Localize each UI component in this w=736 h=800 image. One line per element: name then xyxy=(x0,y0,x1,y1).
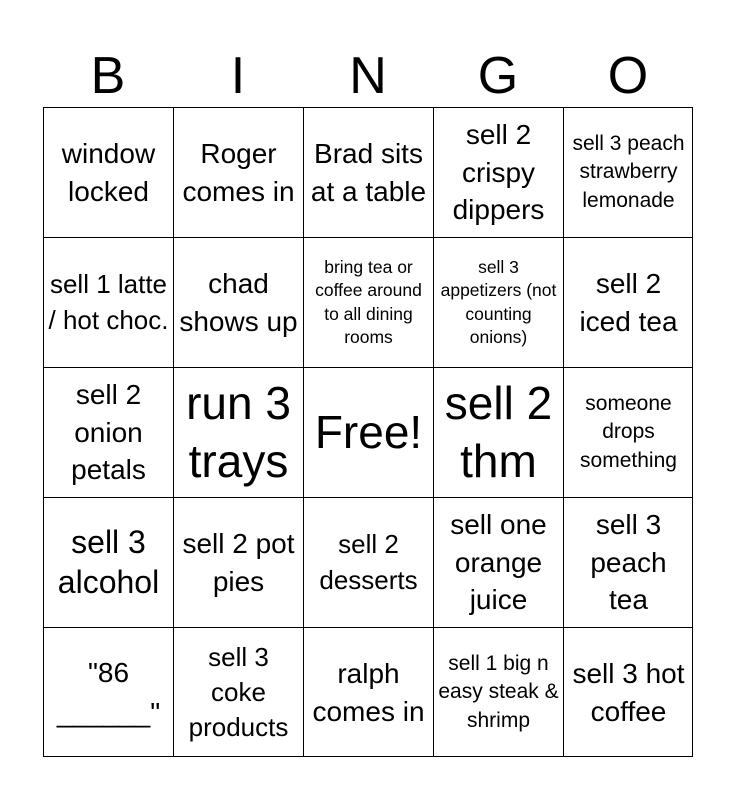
cell-text: sell 1 latte / hot choc. xyxy=(48,269,169,335)
cell-text: sell 2 crispy dippers xyxy=(452,118,545,226)
bingo-cell-r5c1[interactable] xyxy=(43,627,173,757)
bingo-cell-r4c3[interactable] xyxy=(303,497,433,627)
bingo-cell-r1c4[interactable] xyxy=(433,107,563,237)
bingo-board xyxy=(43,107,693,757)
bingo-cell-r4c4[interactable] xyxy=(433,497,563,627)
bingo-cell-r3c3-free[interactable] xyxy=(303,367,433,497)
bingo-cell-r3c2[interactable] xyxy=(173,367,303,497)
bingo-cell-r4c5[interactable] xyxy=(563,497,693,627)
cell-text: sell 2 iced tea xyxy=(579,267,678,337)
bingo-cell-r1c1[interactable] xyxy=(43,107,173,237)
bingo-cell-r1c5[interactable] xyxy=(563,107,693,237)
header-letter-b: B xyxy=(90,47,126,105)
bingo-cell-r2c5[interactable] xyxy=(563,237,693,367)
cell-text: sell 3 peach strawberry lemonade xyxy=(572,131,685,212)
cell-text: ralph comes in xyxy=(312,657,425,727)
cell-text: Roger comes in xyxy=(182,137,295,207)
cell-text: "86 ______" xyxy=(56,657,161,728)
bingo-cell-r3c5[interactable] xyxy=(563,367,693,497)
cell-text: sell 2 thm xyxy=(444,377,553,487)
bingo-cell-r2c3[interactable] xyxy=(303,237,433,367)
cell-text: bring tea or coffee around to all dining rooms xyxy=(315,257,422,347)
bingo-cell-r1c2[interactable] xyxy=(173,107,303,237)
bingo-cell-r3c4[interactable] xyxy=(433,367,563,497)
cell-text: sell 3 alcohol xyxy=(57,524,160,600)
bingo-cell-r1c3[interactable] xyxy=(303,107,433,237)
bingo-cell-r5c3[interactable] xyxy=(303,627,433,757)
bingo-cell-r3c1[interactable] xyxy=(43,367,173,497)
cell-text: chad shows up xyxy=(179,267,298,337)
cell-text: sell 3 appetizers (not counting onions) xyxy=(440,257,557,347)
cell-text: run 3 trays xyxy=(186,377,291,487)
cell-text: Brad sits at a table xyxy=(310,137,427,207)
bingo-cell-r4c1[interactable] xyxy=(43,497,173,627)
header-letter-n: N xyxy=(349,47,387,105)
bingo-cell-r2c1[interactable] xyxy=(43,237,173,367)
cell-text: sell 2 desserts xyxy=(319,529,418,595)
cell-text: window locked xyxy=(61,137,156,207)
cell-text: sell one orange juice xyxy=(450,508,547,616)
cell-text: sell 1 big n easy steak & shrimp xyxy=(438,651,559,732)
bingo-cell-r2c4[interactable] xyxy=(433,237,563,367)
free-space-text: Free! xyxy=(314,405,423,458)
cell-text: sell 3 peach tea xyxy=(590,508,667,616)
bingo-cell-r5c4[interactable] xyxy=(433,627,563,757)
cell-text: sell 3 coke products xyxy=(188,641,289,743)
header-letter-o: O xyxy=(607,47,649,105)
bingo-cell-r4c2[interactable] xyxy=(173,497,303,627)
header-letter-i: I xyxy=(230,47,246,105)
bingo-cell-r2c2[interactable] xyxy=(173,237,303,367)
bingo-cell-r5c5[interactable] xyxy=(563,627,693,757)
cell-text: sell 3 hot coffee xyxy=(572,657,685,727)
bingo-cell-r5c2[interactable] xyxy=(173,627,303,757)
cell-text: someone drops something xyxy=(580,391,677,472)
cell-text: sell 2 onion petals xyxy=(71,378,146,486)
bingo-header xyxy=(43,44,693,108)
cell-text: sell 2 pot pies xyxy=(182,527,295,597)
header-letter-g: G xyxy=(477,47,519,105)
